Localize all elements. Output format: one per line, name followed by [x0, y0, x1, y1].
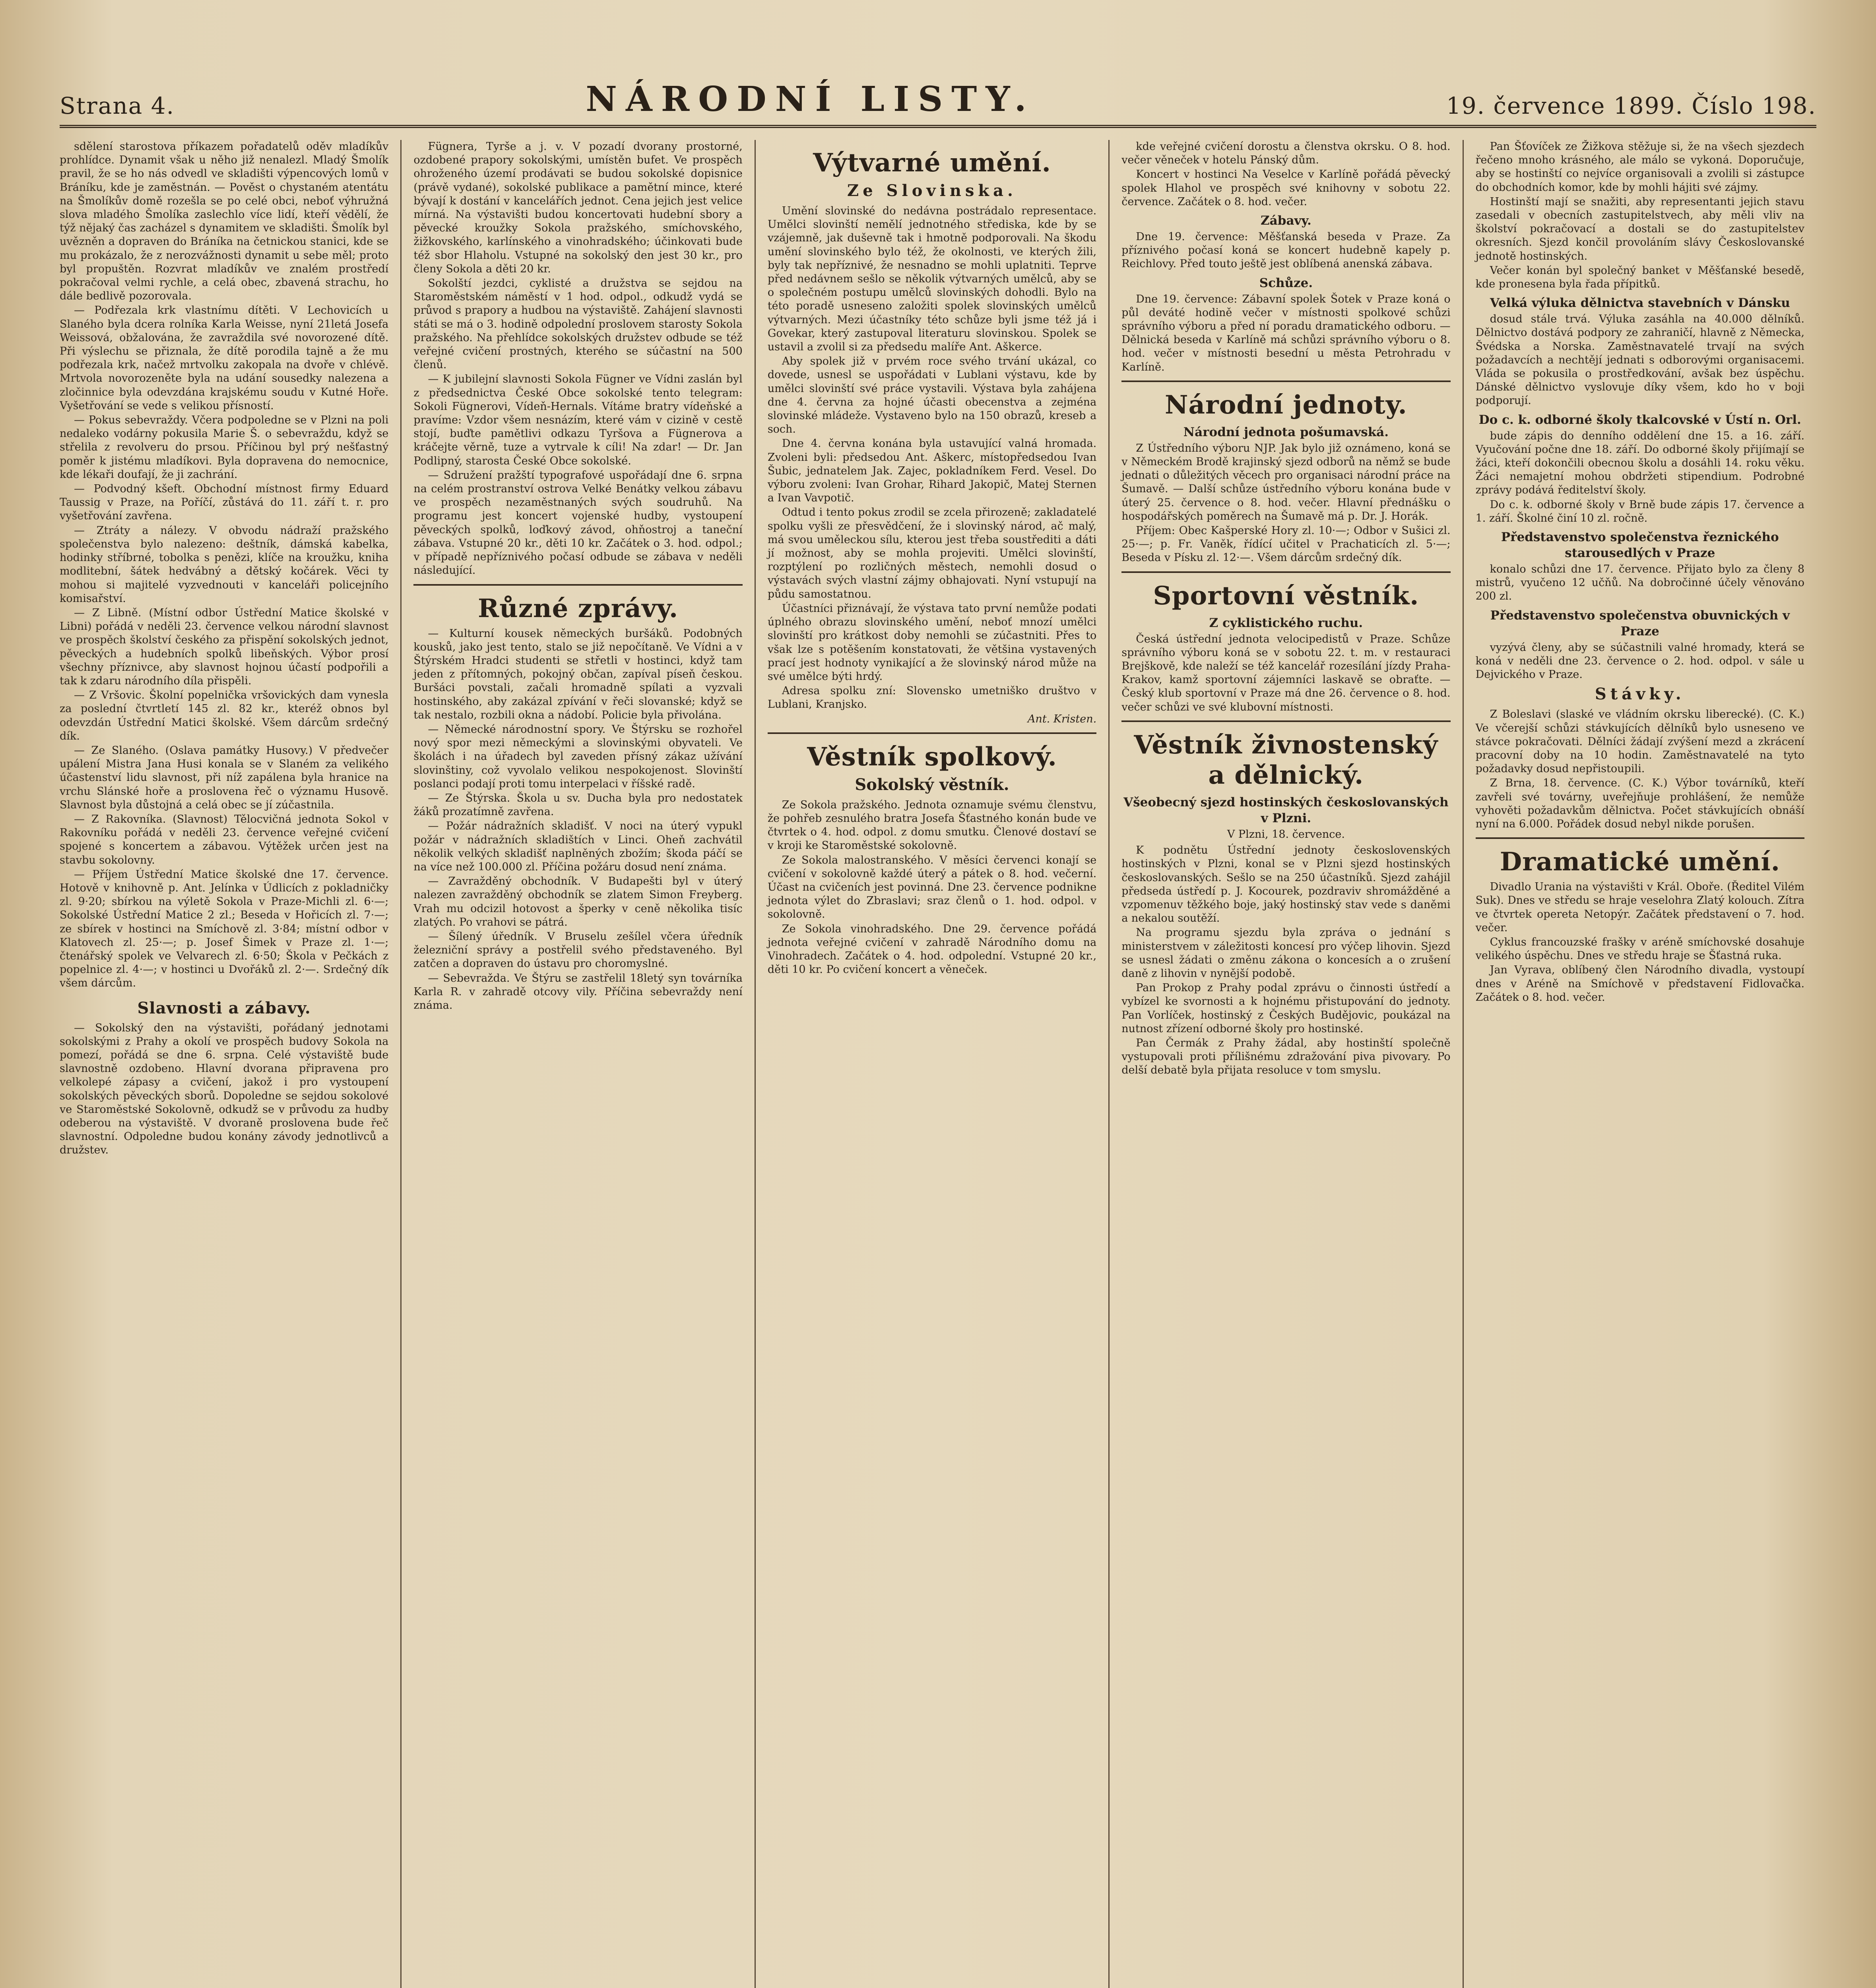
article-paragraph: dosud stále trvá. Výluka zasáhla na 40.000 dělníků. Dělnictvo dostává podpory ze zahraničí, hlavně z Německa, Švédska a Norska. Zaměstnavatelé trvají na svých požadavcích a nechtějí jednati s odborovými organisacemi. Vláda se pokusila o prostředkování, avšak bez úspěchu. Dánské dělnictvo vyslovuje díky všem, kdo ho v boji podporují.: [1475, 313, 1805, 407]
article-paragraph: Hostinští mají se snažiti, aby representanti jejich stavu zasedali v obecních zastupitelstvech, aby měli vliv na školství pokračovací a dostali se do zastupitelstev okresních. Sjezd končil provoláním slávy Českoslovanské jednotě hostinských.: [1475, 195, 1805, 262]
article-paragraph: — Německé národnostní spory. Ve Štýrsku se rozhořel nový spor mezi německými a slovinskými obyvateli. Ve školách i na úřadech byl zaveden přísný zákaz užívání slovinštiny, což vyvolalo velikou nespokojenost. Slovinští poslanci podají proti tomu interpelaci v říšské radě.: [413, 723, 743, 790]
article-paragraph: — Podřezala krk vlastnímu dítěti. V Lechovicích u Slaného byla dcera rolníka Karla Weisse, nyní 21letá Josefa Weissová, obžalována, že zavraždila své novorozené dítě. Při výslechu se přiznala, že dítě porodila tajně a že mu podřezala krk, načež mrtvolku zakopala na dvoře v chlévě. Mrtvola novorozeněte byla na udání sousedky nalezena a zločinnice byla odevzdána krajskému soudu v Kutné Hoře. Vyšetřování se vede s velikou přísností.: [60, 304, 389, 412]
section-title: Slavnosti a zábavy.: [137, 998, 311, 1017]
article-paragraph: Sokolští jezdci, cyklisté a družstva se sejdou na Staroměstském náměstí v 1 hod. odpol., odkudž vydá se průvod s prapory a hudbou na výstaviště. Zahájení slavnosti státi se má o 3. hodině odpolední proslovem starosty Sokola pražského. Na přehlídce sokolských družstev odbude se též veřejné cvičení prostných, kterého se súčastní na 500 členů.: [413, 277, 743, 371]
column-3: [756, 140, 1110, 1988]
section-divider: [1121, 720, 1450, 722]
article-paragraph: Adresa spolku zní: Slovensko umetniško društvo v Lublani, Kranjsko.: [767, 685, 1097, 711]
article-paragraph: — Sdružení pražští typografové uspořádají dne 6. srpna na celém prostranství ostrova Velké Benátky velkou zábavu ve prospěch nezaměstnaných svých soudruhů. Na programu jest koncert vojenské hudby, vystoupení pěveckých spolků, loďkový závod, ohňostroj a taneční zábava. Vstupné 20 kr., děti 10 kr. Začátek o 3. hod. odpol.; v případě nepříznivého počasí odbude se zábava v neděli následující.: [413, 469, 743, 577]
article-paragraph: Pan Prokop z Prahy podal zprávu o činnosti ústředí a vybízel ke svornosti a k hojnému přistupování do jednoty. Pan Vorlíček, hostinský z Českých Budějovic, poukázal na nutnost zřízení odborné školy pro hostinské.: [1121, 982, 1451, 1035]
article-paragraph: — Sebevražda. Ve Štýru se zastřelil 18letý syn továrníka Karla R. v zahradě otcovy vily. Příčina sebevraždy není známa.: [413, 972, 743, 1011]
article-title: Z cyklistického ruchu.: [1209, 615, 1363, 630]
article-paragraph: Z Boleslavi (slaské ve vládním okrsku liberecké). (C. K.) Ve včerejší schůzi stávkujících dělníků bylo usneseno ve stávce pokračovati. Dělníci žádají zvýšení mezd a zkrácení pracovní doby na 10 hodin. Zaměstnavatelé na tyto požadavky dosud nepřistoupili.: [1475, 708, 1805, 775]
section-title: Národní jednoty.: [1165, 390, 1407, 420]
section-title: Věstník živnostenský a dělnický.: [1134, 730, 1438, 790]
article-paragraph: K podnětu Ústřední jednoty československých hostinských v Plzni, konal se v Plzni sjezd hostinských českoslovanských. Sešlo se na 250 účastníků. Sjezd zahájil předseda ústředí p. J. Kocourek, pozdraviv shromážděné a vzpomenuv těžkého boje, jaký hostinský stav vede s daněmi a nekalou soutěží.: [1121, 844, 1451, 925]
article-paragraph: — Ze Štýrska. Škola u sv. Ducha byla pro nedostatek žáků prozatímně zavřena.: [413, 792, 743, 818]
article-paragraph: — Kulturní kousek německých buršáků. Podobných kousků, jako jest tento, stalo se již nepočítaně. Ve Vídni a v Štýrském Hradci studenti se střetli v hostinci, když tam jeden z přítomných, pokojný občan, zapíval píseň českou. Buršáci povstali, začali hromadně spílati a vyzvali hostinského, aby zakázal zpívání v řeči slovanské; když se tak nestalo, rozbili okna a nádobí. Policie byla přivolána.: [413, 627, 743, 721]
section-title: Sportovní věstník.: [1153, 580, 1419, 611]
article-paragraph: Dne 4. června konána byla ustavující valná hromada. Zvoleni byli: předsedou Ant. Aškerc, místopředsedou Ivan Šubic, jednatelem Jak. Zajec, pokladníkem Ferd. Vesel. Do výboru zvoleni: Ivan Grohar, Rihard Jakopič, Matej Sternen a Ivan Vavpotič.: [767, 437, 1097, 505]
article-paragraph: — Z Vršovic. Školní popelnička vršovických dam vynesla za poslední čtvrtletí 145 zl. 82 kr., kteréž obnos byl odevzdán Ústřední Matici školské. Všem dárcům srdečný dík.: [60, 689, 389, 742]
article-paragraph: — Pokus sebevraždy. Včera podpoledne se v Plzni na poli nedaleko vodárny pokusila Marie Š. o sebevraždu, když se střelila z revolveru do prsou. Příčinou byl prý nešťastný poměr k jistému mladíkovi. Byla dopravena do nemocnice, kde lékaři doufají, že ji zachrání.: [60, 414, 389, 481]
issue-date: 19. července 1899. Číslo 198.: [1446, 92, 1816, 119]
article-paragraph: Aby spolek již v prvém roce svého trvání ukázal, co dovede, usnesl se uspořádati v Lublani výstavu, kde by umělci slovinští své práce vystavili. Výstava byla zahájena dne 4. června za hojné účasti obecenstva a zejména slovinské mládeže. Vystaveno bylo na 150 obrazů, kreseb a soch.: [767, 355, 1097, 436]
article-paragraph: sdělení starostova příkazem pořadatelů oděv mladíkův prohlídce. Dynamit však u něho již nenalezl. Mladý Šmolík pravil, že se ho nás odvedl ve skladišti výpencových lomů v Bráníku, kde je zaměstnán. — Pověst o chystaném atentátu na Šmolíkův domě rozešla se po celé obci, neboť výhružná slova mladého Šmolíka zaslechlo více lidí, kteří vědělí, že týž nějaký čas zacházel s dynamitem ve skladišti. Šmolík byl uvězněn a dopraven do Bráníka na četnickou stanici, kde se mu prokázalo, že z nerozvážnosti dynamit u sebe měl; proto byl propuštěn. Rozvrat mladíkův ve znalém prostředí pokračoval velmi rychle, a celá obec, zbavená strachu, ho dále bedlivě pozorovala.: [60, 140, 389, 303]
author-signature: Ant. Kristen.: [1027, 712, 1097, 725]
article-paragraph: — Sokolský den na výstavišti, pořádaný jednotami sokolskými z Prahy a okolí ve prospěch budovy Sokola na pomezí, pořádá se dne 6. srpna. Celé výstaviště bude slavnostně ozdobeno. Hlavní dvorana připravena pro velkolepé zápasy a cvičení, jakož i pro vystoupení sokolských pěveckých sborů. Dopoledne se sejdou sokolové ve Staroměstské Sokolovně, odkudž se v průvodu za hudby odeberou na výstaviště. V dvoraně proslovena bude řeč slavnostní. Odpoledne budou konány závody jednotlivců a družstev.: [60, 1021, 389, 1157]
article-paragraph: Ze Sokola vinohradského. Dne 29. července pořádá jednota veřejné cvičení v zahradě Národního domu na Vinohradech. Začátek o 4. hod. odpolední. Vstupné 20 kr., děti 10 kr. Po cvičení koncert a věneček.: [767, 922, 1097, 976]
article-paragraph: — Požár nádražních skladišť. V noci na úterý vypukl požár v nádražních skladištích v Linci. Oheň zachvátil několik velkých skladišť naplněných zbožím; škoda páčí se na více než 100.000 zl. Příčina požáru dosud není známa.: [413, 820, 743, 873]
article-title: Ze Slovinska.: [847, 181, 1017, 200]
article-paragraph: Ze Sokola malostranského. V měsíci červenci konají se cvičení v sokolovně každé úterý a pátek o 8. hod. večerní. Účast na cvičeních jest povinná. Dne 23. července podnikne jednota výlet do Zbraslavi; sraz členů o 1. hod. odpol. v sokolovně.: [767, 854, 1097, 921]
section-title: Věstník spolkový.: [807, 742, 1057, 772]
article-paragraph: — Zavražděný obchodník. V Budapešti byl v úterý nalezen zavražděný obchodník se zlatem Simon Freyberg. Vrah mu odcizil hotovost a šperky v ceně několika tisíc zlatých. Po vrahovi se pátrá.: [413, 875, 743, 928]
page-number: Strana 4.: [60, 92, 175, 119]
article-paragraph: — Z Libně. (Místní odbor Ústřední Matice školské v Libni) pořádá v neděli 23. července velkou národní slavnost ve prospěch školství českého za přispění sokolských jednot, pěveckých a hudebních spolků libeňských. Výbor prosí všechny příznivce, aby slavnost hojnou účastí podpořili a tak k zdaru národního díla přispěli.: [60, 606, 389, 687]
article-paragraph: Cyklus francouzské frašky v aréně smíchovské dosahuje velikého úspěchu. Dnes ve středu hraje se Šťastná ruka.: [1475, 936, 1805, 962]
article-paragraph: — Šílený úředník. V Bruselu zešílel včera úředník železniční správy a postřelil svého představeného. Byl zatčen a dopraven do ústavu pro choromyslné.: [413, 930, 743, 970]
article-paragraph: bude zápis do denního oddělení dne 15. a 16. září. Vyučování počne dne 18. září. Do odborné školy přijímají se žáci, kteří dokončili obecnou školu a dosáhli 14. roku věku. Žáci nemajetní mohou obdržeti stipendium. Podrobné zprávy podává ředitelství školy.: [1475, 429, 1805, 497]
newspaper-title: NÁRODNÍ LISTY.: [586, 79, 1035, 119]
article-paragraph: Jan Vyrava, oblíbený člen Národního divadla, vystoupí dnes v Aréně na Smíchově v představení Fidlovačka. Začátek o 8. hod. večer.: [1475, 964, 1805, 1004]
article-title: Sokolský věstník.: [855, 775, 1009, 794]
article-paragraph: konalo schůzi dne 17. července. Přijato bylo za členy 8 mistrů, vyučeno 12 učňů. Na dobročinné účely věnováno 200 zl.: [1475, 563, 1805, 603]
dateline: V Plzni, 18. července.: [1227, 828, 1345, 841]
section-divider: [1476, 837, 1804, 839]
article-title: Všeobecný sjezd hostinských českoslovanských v Plzni.: [1123, 795, 1449, 825]
section-title: Různé zprávy.: [478, 593, 679, 623]
article-paragraph: — Příjem Ústřední Matice školské dne 17. července. Hotově v knihovně p. Ant. Jelínka v Údlicích z pokladničky zl. 9·20; sbírkou na výletě Sokola v Praze-Michli zl. 6·—; Sokolské Ústřední Matice 2 zl.; Beseda v Hořicích zl. 7·—; ze sbírek v hostinci na Smíchově zl. 3·84; místní odbor v Klatovech zl. 25·—; p. Josef Šimek v Praze zl. 1·—; čtenářský spolek ve Velvarech zl. 6·50; Škola v Pečkách z popelnice zl. 4·—; v hostinci u Dvořáků zl. 2·—. Srdečný dík všem dárcům.: [60, 868, 389, 990]
column-5: [1464, 140, 1816, 1988]
article-paragraph: Pan Čermák z Prahy žádal, aby hostinští společně vystupovali proti přílišnému zdražování piva pivovary. Po delší debatě byla přijata resoluce v tom smyslu.: [1121, 1037, 1451, 1077]
article-paragraph: Účastníci přiznávají, že výstava tato první nemůže podati úplného obrazu slovinského umění, neboť mnozí umělci slovinští pro krátkost doby nemohli se zúčastniti. Přes to však lze s potěšením konstatovati, že většina vystavených prací jest hodnoty vynikající a že slovinský národ může na své umělce býti hrdý.: [767, 602, 1097, 683]
article-title: Národní jednota pošumavská.: [1183, 425, 1389, 439]
article-paragraph: Umění slovinské do nedávna postrádalo representace. Umělci slovinští nemělí jednotného střediska, kde by se vzájemně, jak duševně tak i hmotně podporovali. Na škodu umění slovinského bylo též, že okolnosti, ve kterých žili, byly tak nepříznivé, že nesnadno se mohli uplatniti. Teprve před nedávnem sešlo se několik výtvarných umělců, aby se o společném postupu umělců slovinských dohodli. Bylo na této poradě usneseno založiti spolek slovinských umělců výtvarných. Mezi účastníky této schůze byli jsme též já i Govekar, který zastupoval literaturu slovinskou. Spolek se ustavil a zvolil si za předsedu malíře Ant. Aškerce.: [767, 205, 1097, 353]
columns: [60, 140, 1816, 1988]
article-paragraph: Odtud i tento pokus zrodil se zcela přirozeně; zakladatelé spolku vyšli ze přesvědčení, že i slovinský národ, ač malý, má svou uměleckou sílu, kterou jest třeba soustřediti a dáti jí možnost, aby se mohla projeviti. Umělci slovinští, rozptýlení po rozličných městech, nemohli dosud o výstavách svých vlastní zájmy obhajovati. Nyní vstupují na půdu samostatnou.: [767, 506, 1097, 600]
subsection-heading: Schůze.: [1259, 276, 1313, 290]
section-title: Dramatické umění.: [1500, 847, 1780, 877]
article-paragraph: Dne 19. července: Měšťanská beseda v Praze. Za příznivého počasí koná se koncert hudebně kapely p. Reichlovy. Před touto ještě jest oblíbená anenská zábava.: [1121, 231, 1451, 270]
article-paragraph: Večer konán byl společný banket v Měšťanské besedě, kde pronesena byla řada přípitků.: [1475, 264, 1805, 291]
section-divider: [1121, 381, 1450, 382]
section-divider: [413, 584, 742, 586]
column-4: [1110, 140, 1463, 1988]
article-paragraph: Dne 19. července: Zábavní spolek Šotek v Praze koná o půl deváté hodině večer v místnosti spolkové schůzi správního výboru a před ní poradu dramatického odboru. — Dělnická beseda v Karlíně má schůzi správního výboru o 8. hod. večer v místnosti besední u města Petrohradu v Karlíně.: [1121, 293, 1451, 373]
article-paragraph: vyzývá členy, aby se súčastnili valné hromady, která se koná v neděli dne 23. července o 2. hod. odpol. v sále u Dejvického v Praze.: [1475, 641, 1805, 681]
article-paragraph: Ze Sokola pražského. Jednota oznamuje svému členstvu, že pohřeb zesnulého bratra Josefa Šťastného konán bude ve čtvrtek o 4. hod. odpol. z domu smutku. Členové dostaví se v kroji ke Staroměstské sokolovně.: [767, 798, 1097, 852]
article-paragraph: Česká ústřední jednota velocipedistů v Praze. Schůze správního výboru koná se v sobotu 22. t. m. v restauraci Brejškově, kde naleží se též kancelář rozesílání jízdy Praha-Krakov, kamž sportovní zájemníci laskavě se obraťte. — Český klub sportovní v Praze má dne 26. července o 8. hod. večer schůzi ve své klubovní místnosti.: [1121, 633, 1451, 713]
article-paragraph: Koncert v hostinci Na Veselce v Karlíně pořádá pěvecký spolek Hlahol ve prospěch své knihovny v sobotu 22. července. Začátek o 8. hod. večer.: [1121, 168, 1451, 208]
article-title: Stávky.: [1595, 685, 1685, 704]
column-1: [60, 140, 402, 1988]
news-heading: Představenstvo společenstva řeznického starousedlých v Praze: [1501, 530, 1779, 561]
masthead: [60, 60, 1816, 128]
news-heading: Představenstvo společenstva obuvnických v Praze: [1490, 608, 1790, 639]
column-2: [402, 140, 755, 1988]
article-paragraph: kde veřejné cvičení dorostu a členstva okrsku. O 8. hod. večer věneček v hotelu Pánský dům.: [1121, 140, 1451, 167]
section-divider: [768, 732, 1096, 734]
article-paragraph: Z Ústředního výboru NJP. Jak bylo již oznámeno, koná se v Německém Brodě krajinský sjezd odborů na němž se bude jednati o důležitých věcech pro organisaci národní práce na Šumavě. — Další schůze ústředního výboru konána bude v úterý 25. července o 8. hod. večer. Hlavní přednášku o hospodářských poměrech na Šumavě má p. Dr. J. Horák.: [1121, 442, 1451, 522]
article-paragraph: Pan Šťovíček ze Žižkova stěžuje si, že na všech sjezdech řečeno mnoho krásného, ale málo se vykoná. Doporučuje, aby se hostinští co nejvíce organisovali a zvolili si zástupce do obchodních komor, kde by mohli hájiti své zájmy.: [1475, 140, 1805, 194]
article-paragraph: — Z Rakovníka. (Slavnost) Tělocvičná jednota Sokol v Rakovníku pořádá v neděli 23. července veřejné cvičení spojené s koncertem a zábavou. Výtěžek určen jest na stavbu sokolovny.: [60, 813, 389, 866]
subsection-heading: Zábavy.: [1261, 214, 1311, 228]
news-heading: Velká výluka dělnictva stavebních v Dánsku: [1490, 296, 1790, 311]
article-paragraph: Příjem: Obec Kašperské Hory zl. 10·—; Odbor v Sušici zl. 25·—; p. Fr. Vaněk, řídící učitel v Prachaticích zl. 5·—; Beseda v Písku zl. 12·—. Všem dárcům srdečný dík.: [1121, 524, 1451, 564]
article-paragraph: — Ze Slaného. (Oslava památky Husovy.) V předvečer upálení Mistra Jana Husi konala se v Slaném za velikého účastenství lidu slavnost, při níž zapálena byla hranice na vrchu Slánské hoře a proslovena řeč o významu Husově. Slavnost byla důstojná a celá obec se jí zúčastnila.: [60, 744, 389, 811]
article-paragraph: — Podvodný kšeft. Obchodní místnost firmy Eduard Taussig v Praze, na Poříčí, zůstává do 11. září t. r. pro vyšetřování zavřena.: [60, 483, 389, 522]
section-title: Výtvarné umění.: [813, 148, 1051, 178]
article-paragraph: — K jubilejní slavnosti Sokola Fügner ve Vídni zaslán byl z předsednictva České Obce sokolské tento telegram: Sokoli Fügnerovi, Vídeň-Hernals. Vítáme bratry vídeňské a pravíme: Vzdor všem nesnázím, které vám v cizině v cestě stojí, buďte pamětlivi odkazu Tyršova a Fügnerova a kráčejte věrně, tuze a vytrvale k cíli! Na zdar! — Dr. Jan Podlipný, starosta České Obce sokolské.: [413, 373, 743, 467]
article-paragraph: Z Brna, 18. července. (C. K.) Výbor továrníků, kteří zavřeli své továrny, uveřejňuje prohlášení, že nemůže vyhověti požadavkům dělnictva. Počet stávkujících obnáší nyní na 6.000. Pořádek dosud nebyl nikde porušen.: [1475, 777, 1805, 830]
article-paragraph: Na programu sjezdu byla zpráva o jednání s ministerstvem v záležitosti koncesí pro výčep lihovin. Sjezd se usnesl žádati o změnu zákona o koncesích a o zrušení daně z lihovin v nynější podobě.: [1121, 926, 1451, 980]
article-paragraph: Divadlo Urania na výstavišti v Král. Oboře. (Ředitel Vilém Suk). Dnes ve středu se hraje veselohra Zlatý kolouch. Zítra ve čtvrtek opereta Netopýr. Začátek představení o 7. hod. večer.: [1475, 881, 1805, 934]
article-paragraph: Do c. k. odborné školy v Brně bude zápis 17. července a 1. září. Školné činí 10 zl. ročně.: [1475, 498, 1805, 524]
section-divider: [1121, 571, 1450, 573]
article-paragraph: — Ztráty a nálezy. V obvodu nádraží pražského společenstva bylo nalezeno: deštník, dámská kabelka, hodinky stříbrné, tobolka s penězi, klíče na kroužku, kniha modlitební, šátek hedvábný a dětský kočárek. Věci ty mohou si majitelé vyzvednouti v kanceláři policejního komisařství.: [60, 524, 389, 605]
news-heading: Do c. k. odborné školy tkalcovské v Ústí n. Orl.: [1478, 412, 1801, 427]
article-paragraph: Fügnera, Tyrše a j. v. V pozadí dvorany prostorné, ozdobené prapory sokolskými, umístěn bufet. Ve prospěch ohroženého území prodávati se budou sokolské dopisnice (právě vydané), sokolské publikace a pamětní mince, které bývají k dostání v kancelářích jednot. Cena jejich jest velice mírná. Na výstavišti budou koncertovati hudební sbory a pěvecké kroužky Sokola pražského, smíchovského, žižkovského, karlínského a vinohradského; účinkovati bude též sbor Hlaholu. Vstupné na sokolský den jest 30 kr., pro členy Sokola a děti 20 kr.: [413, 140, 743, 275]
